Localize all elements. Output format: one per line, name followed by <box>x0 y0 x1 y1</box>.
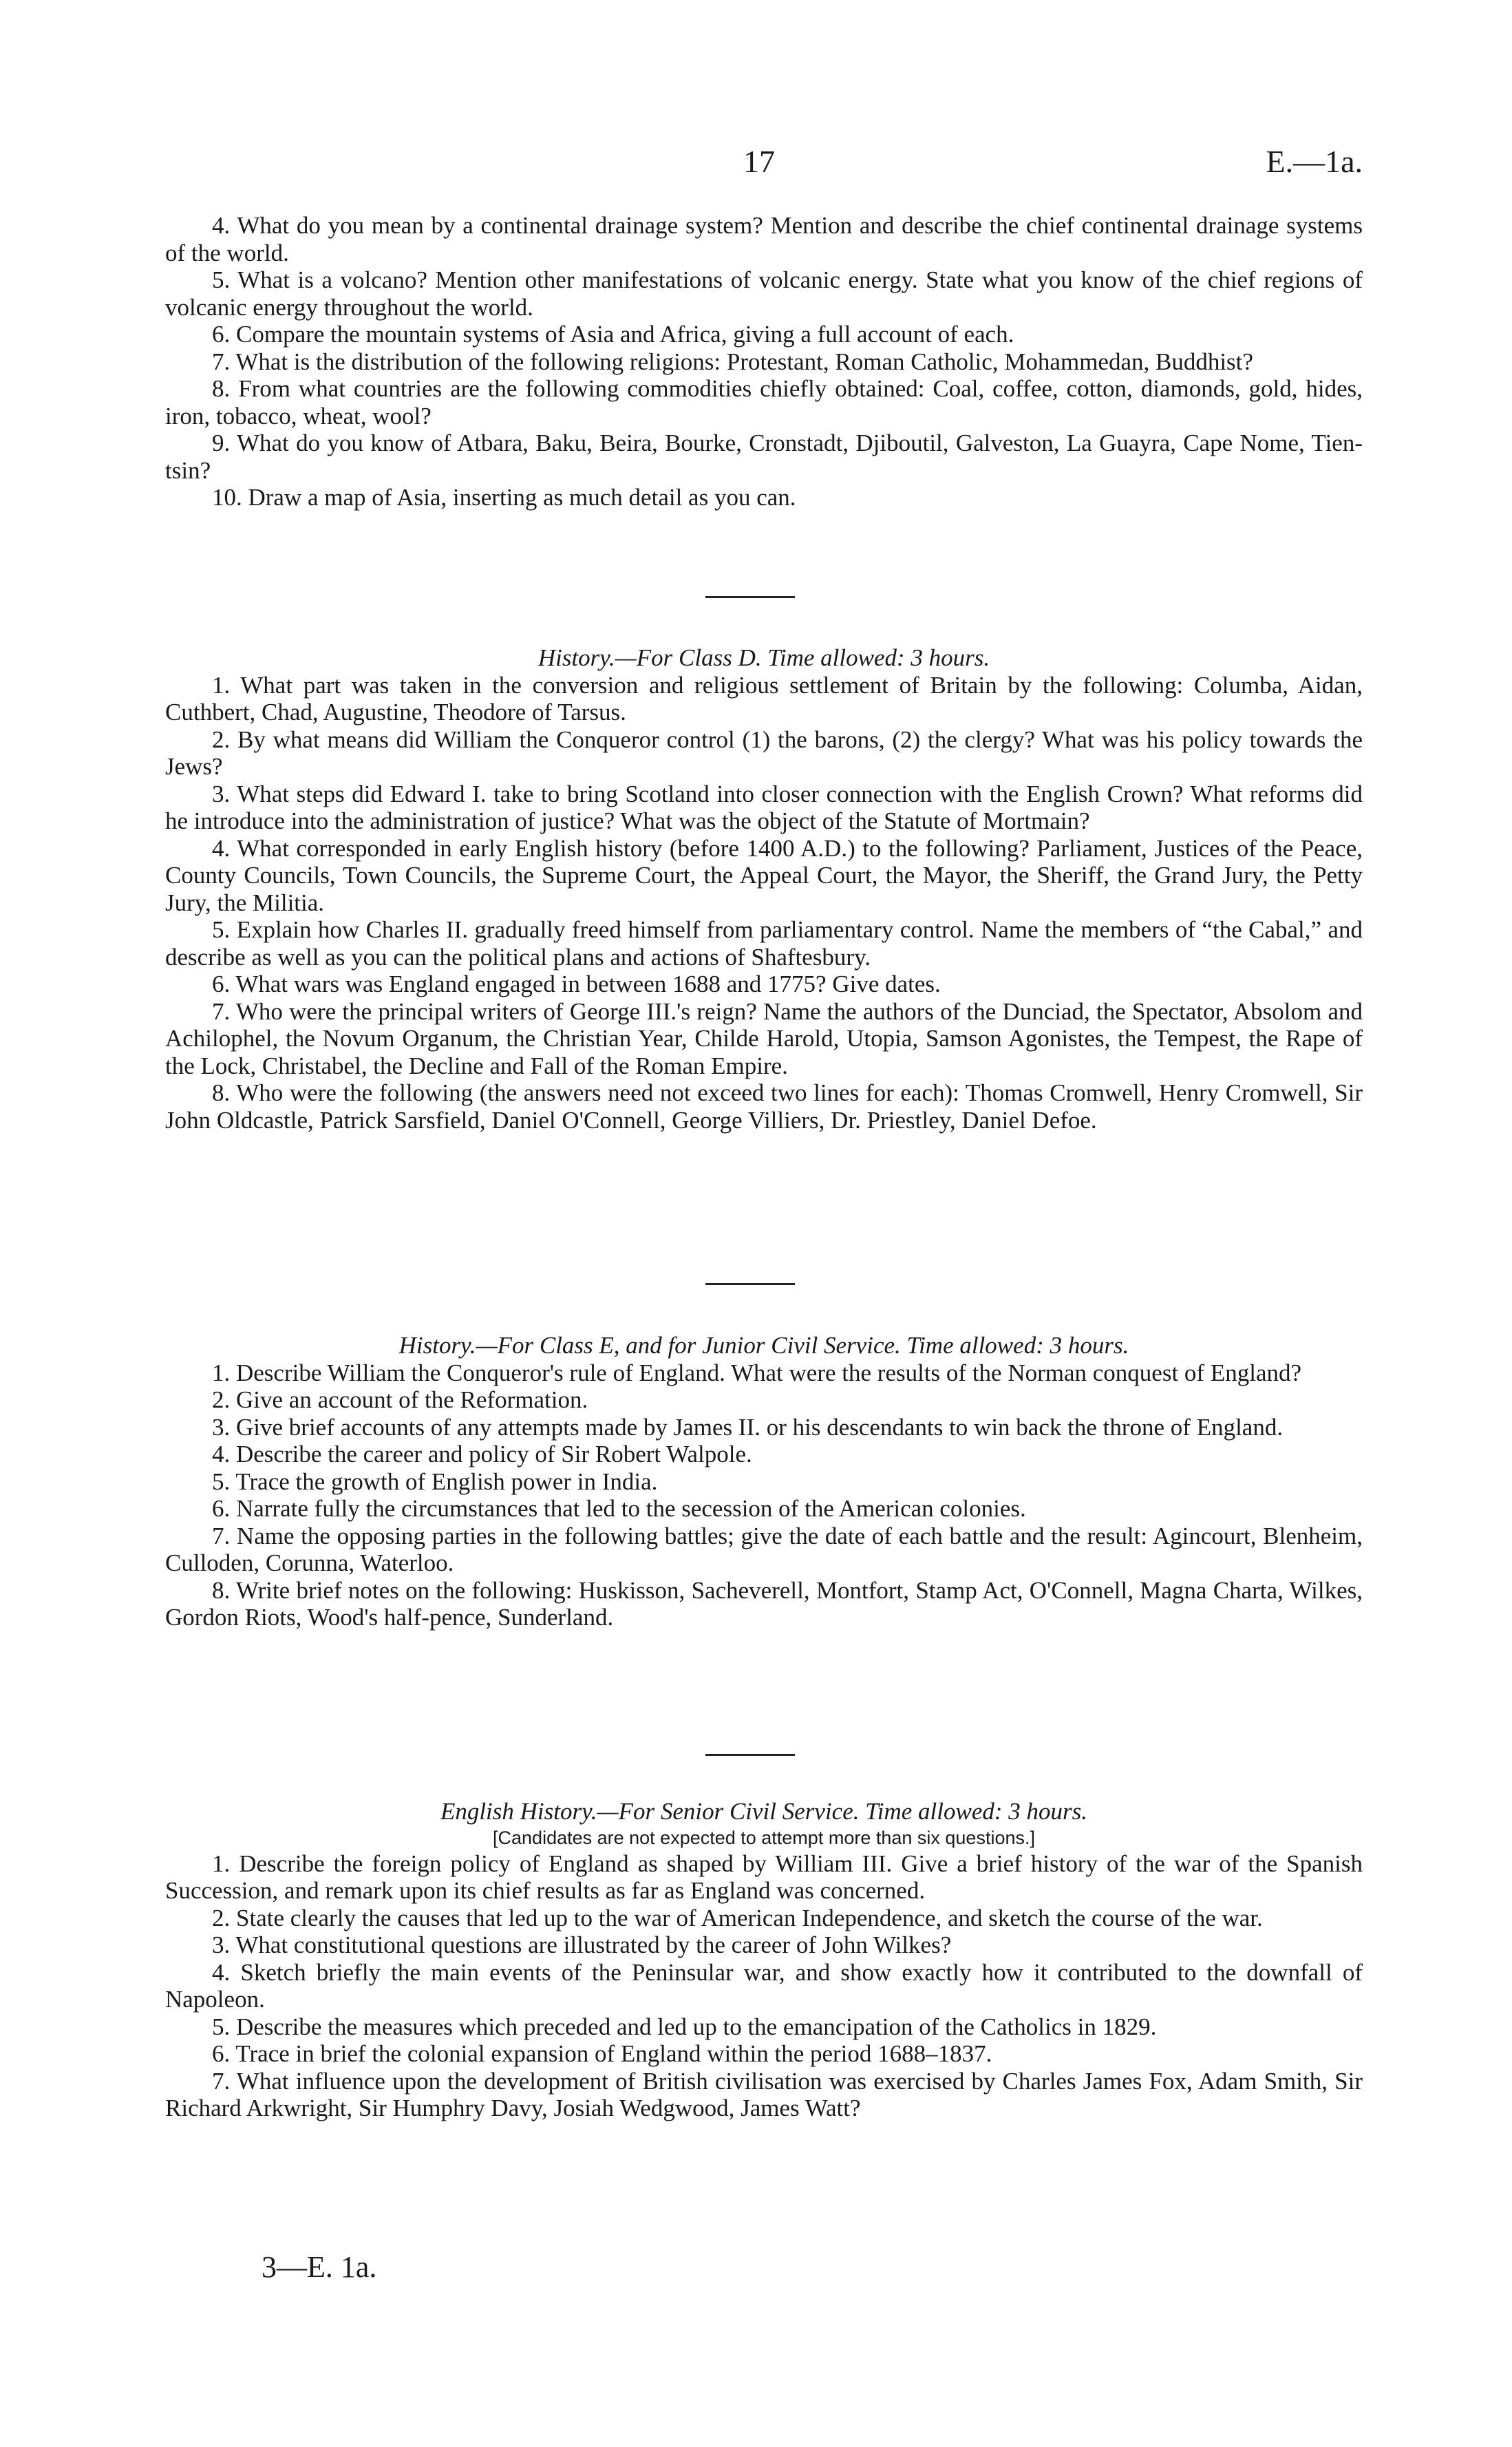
question: 4. What corresponded in early English history (before 1400 A.D.) to the following? Parliament, Justices of the Peace, County Councils, Town Councils, the Supreme Court, the Appeal Court, the Mayor, the Sheriff, the Grand Jury, the Petty Jury, the Militia. <box>165 834 1363 916</box>
section-divider <box>705 1754 795 1756</box>
question: 7. Who were the principal writers of George III.'s reign? Name the authors of the Dunciad, the Spectator, Absolom and Achilophel, the Novum Organum, the Christian Year, Childe Harold, Utopia, Samson Agonistes, the Tempest, the Rape of the Lock, Christabel, the Decline and Fall of the Roman Empire. <box>165 997 1363 1079</box>
question: 10. Draw a map of Asia, inserting as much detail as you can. <box>212 484 796 511</box>
section-note: [Candidates are not expected to attempt more than six questions.] <box>493 1827 1035 1848</box>
question: 4. Describe the career and policy of Sir Robert Walpole. <box>212 1441 752 1468</box>
question: 6. Narrate fully the circumstances that led to the secession of the American colonies. <box>212 1495 1026 1522</box>
question: 6. Compare the mountain systems of Asia and Africa, giving a full account of each. <box>212 321 1014 348</box>
english-history-section <box>165 1798 1363 2122</box>
section-divider <box>705 596 795 598</box>
question: 4. Sketch briefly the main events of the Peninsular war, and show exactly how it contributed to the downfall of Napoleon. <box>165 1958 1363 2013</box>
question: 9. What do you know of Atbara, Baku, Beira, Bourke, Cronstadt, Djiboutil, Galveston, La Guayra, Cape Nome, Tien-tsin? <box>165 430 1363 484</box>
question: 6. Trace in brief the colonial expansion of England within the period 1688–1837. <box>212 2040 992 2067</box>
section-title: English History.—For Senior Civil Service. Time allowed: 3 hours. <box>440 1798 1088 1825</box>
question: 7. What influence upon the development of British civilisation was exercised by Charles James Fox, Adam Smith, Sir Richard Arkwright, Sir Humphry Davy, Josiah Wedgwood, James Watt? <box>165 2067 1363 2121</box>
question: 7. What is the distribution of the following religions: Protestant, Roman Catholic, Mohammedan, Buddhist? <box>212 348 1253 375</box>
page-header <box>165 143 1363 184</box>
page-number: 17 <box>743 144 775 179</box>
question: 4. What do you mean by a continental drainage system? Mention and describe the chief continental drainage systems of the world. <box>165 212 1363 266</box>
question: 3. Give brief accounts of any attempts made by James II. or his descendants to win back the throne of England. <box>212 1413 1284 1441</box>
section-divider <box>705 1283 795 1285</box>
question: 2. By what means did William the Conqueror control (1) the barons, (2) the clergy? What was his policy towards the Jews? <box>165 725 1363 780</box>
question: 2. Give an account of the Reformation. <box>212 1386 588 1413</box>
question: 5. Explain how Charles II. gradually freed himself from parliamentary control. Name the members of “the Cabal,” and describe as well as you can the political plans and actions of Shaftesbury. <box>165 916 1363 971</box>
question: 3. What steps did Edward I. take to bring Scotland into closer connection with the English Crown? What reforms did he introduce into the administration of justice? What was the object of the Statute of Mortmain? <box>165 780 1363 834</box>
question: 8. Write brief notes on the following: Huskisson, Sacheverell, Montfort, Stamp Act, O'Connell, Magna Charta, Wilkes, Gordon Riots, Wood's half-pence, Sunderland. <box>165 1576 1363 1631</box>
question: 8. Who were the following (the answers need not exceed two lines for each): Thomas Cromwell, Henry Cromwell, Sir John Oldcastle, Patrick Sarsfield, Daniel O'Connell, George Villiers, Dr. Priestley, Daniel Defoe. <box>165 1079 1363 1134</box>
section-title: History.—For Class E, and for Junior Civil Service. Time allowed: 3 hours. <box>398 1332 1129 1359</box>
question: 3. What constitutional questions are illustrated by the career of John Wilkes? <box>212 1931 952 1958</box>
question: 8. From what countries are the following commodities chiefly obtained: Coal, coffee, cotton, diamonds, gold, hides, iron, tobacco, wheat, wool? <box>165 375 1363 430</box>
question: 1. Describe the foreign policy of England as shaped by William III. Give a brief history of the war of the Spanish Succession, and remark upon its chief results as far as England was concerned. <box>165 1850 1363 1904</box>
question: 6. What wars was England engaged in between 1688 and 1775? Give dates. <box>212 971 941 997</box>
history-class-e-section <box>165 1332 1363 1631</box>
section-title: History.—For Class D. Time allowed: 3 hours. <box>537 644 990 671</box>
question: 5. Describe the measures which preceded and led up to the emancipation of the Catholics in 1829. <box>212 2013 1157 2040</box>
geography-section <box>165 212 1363 511</box>
page-footer: 3—E. 1a. <box>262 2250 377 2284</box>
question: 1. Describe William the Conqueror's rule of England. What were the results of the Norman conquest of England? <box>212 1359 1302 1386</box>
question: 5. Trace the growth of English power in India. <box>212 1468 658 1495</box>
question: 5. What is a volcano? Mention other manifestations of volcanic energy. State what you know of the chief regions of volcanic energy throughout the world. <box>165 266 1363 321</box>
question: 1. What part was taken in the conversion and religious settlement of Britain by the following: Columba, Aidan, Cuthbert, Chad, Augustine, Theodore of Tarsus. <box>165 671 1363 725</box>
question: 2. State clearly the causes that led up to the war of American Independence, and sketch the course of the war. <box>212 1904 1263 1931</box>
document-code: E.—1a. <box>1266 144 1363 179</box>
question: 7. Name the opposing parties in the following battles; give the date of each battle and the result: Agincourt, Blenheim, Culloden, Corunna, Waterloo. <box>165 1522 1363 1576</box>
history-class-d-section <box>165 644 1363 1134</box>
